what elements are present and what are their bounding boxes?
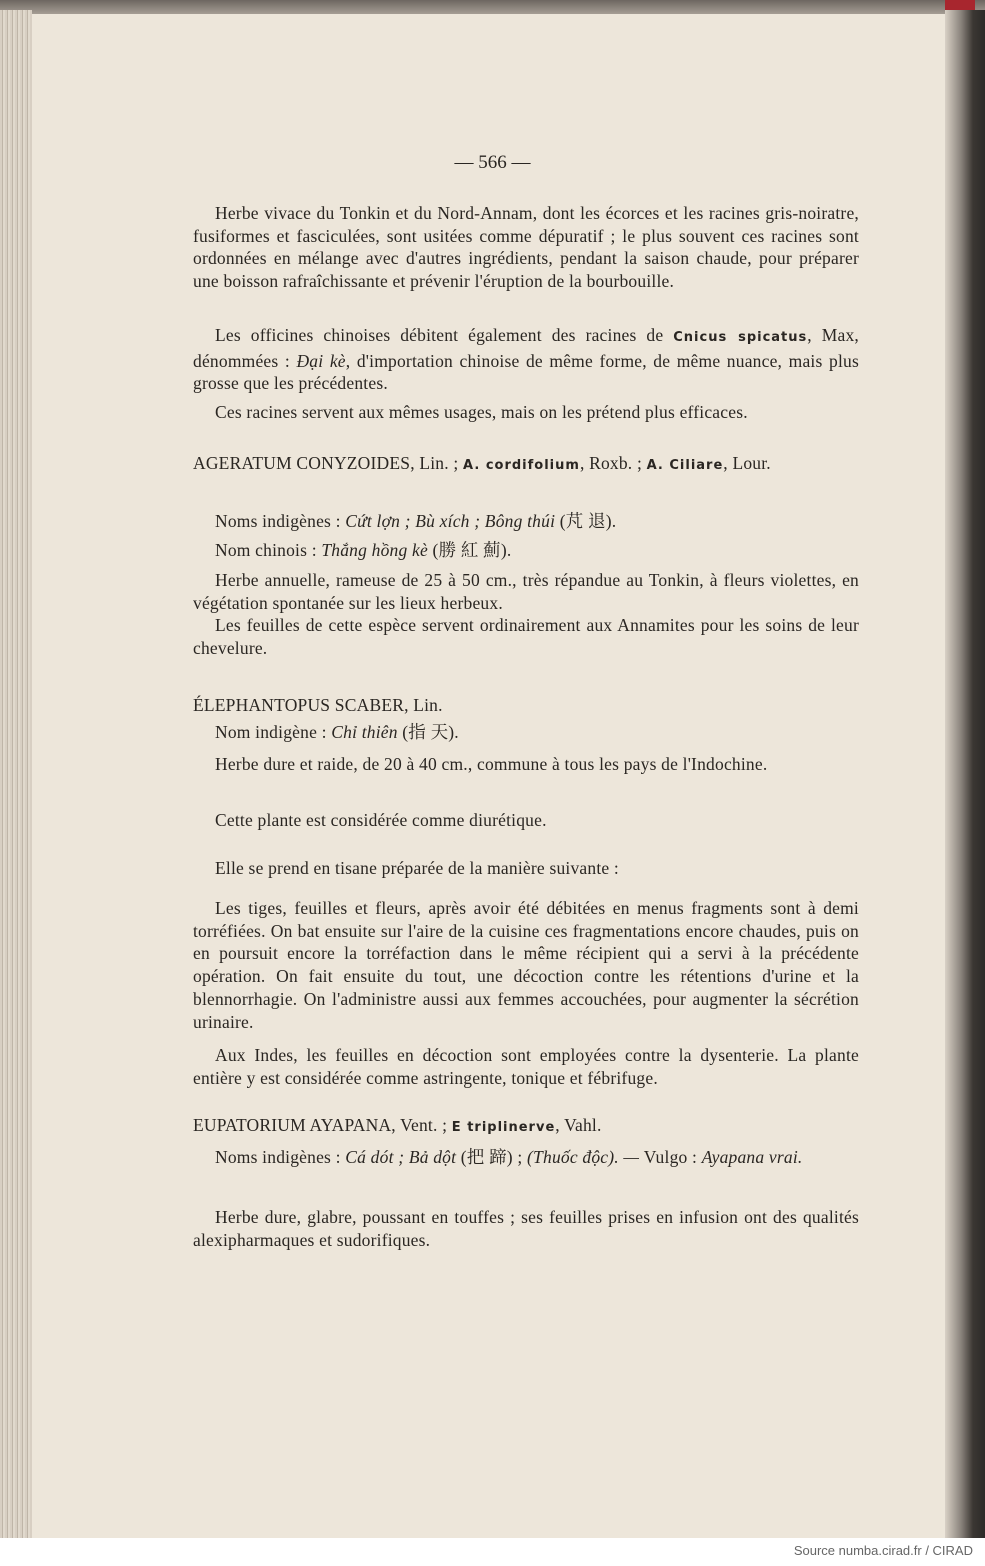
text-run: ÉLEPHANTOPUS SCABER, Lin. (193, 695, 443, 715)
book-top-edge (0, 0, 985, 14)
paragraph (193, 1206, 859, 1251)
text-run: EUPATORIUM AYAPANA, Vent. ; (193, 1115, 452, 1135)
bold-taxon: Cnicus spicatus (673, 330, 808, 345)
paragraph (193, 401, 859, 424)
paragraph (193, 614, 859, 659)
page-number: — 566 — (454, 152, 531, 173)
text-run: Aux Indes, les feuilles en décoction sont employées contre la dysenterie. La plante entière y est considérée comme astringente, tonique et fébrifuge. (193, 1045, 859, 1088)
bold-taxon: A. Ciliare (646, 458, 724, 473)
text-run: (芃 退). (555, 511, 617, 531)
text-run: (把 蹄) ; (456, 1147, 528, 1167)
text-run: Herbe annuelle, rameuse de 25 à 50 cm., très répandue au Tonkin, à fleurs violettes, en végétation spontanée sur les lieux herbeux. (193, 570, 859, 613)
text-run: Noms indigènes : (215, 1147, 346, 1167)
paragraph (193, 694, 859, 717)
italic-name: Cứt lợn ; Bù xích ; Bông thúi (345, 511, 556, 531)
text-run: , Lour. (723, 453, 771, 473)
paragraph (193, 452, 859, 478)
paragraph (193, 569, 859, 614)
book-binding-right (945, 10, 985, 1540)
paragraph (193, 324, 859, 395)
italic-name: Đại kè (296, 350, 346, 371)
source-credit: Source numba.cirad.fr / CIRAD (793, 1543, 973, 1558)
italic-name: Thắng hồng kè (321, 540, 428, 560)
paragraph (193, 721, 859, 744)
text-run: , d'importation chinoise de même forme, de même nuance, mais plus grosse que les précédentes. (193, 350, 859, 394)
text-run: , Max, dénommées : (193, 325, 860, 371)
text-run: Herbe vivace du Tonkin et du Nord-Annam, dont les écorces et les racines gris-noiratre, fusiformes et fasciculées, sont usitées comme dépuratif ; le plus souvent ces racines sont ordonnées en mélange avec d'autres ingrédients, pendant la saison chaude, pour préparer une boisson rafraîchissante et prévenir l'éruption de la bourbouille. (193, 203, 859, 292)
text-run: Cette plante est considérée comme diurétique. (215, 810, 547, 830)
italic-name: Chỉ thiên (331, 722, 398, 742)
paragraph (193, 857, 859, 880)
paragraph (193, 539, 859, 562)
paragraph (193, 1114, 859, 1140)
paragraph (193, 1044, 859, 1089)
bold-taxon: E triplinerve (451, 1120, 556, 1135)
text-run: Herbe dure, glabre, poussant en touffes ; ses feuilles prises en infusion ont des qualités alexipharmaques et sudorifiques. (193, 1207, 859, 1250)
text-run: Vulgo : (643, 1147, 702, 1167)
text-run: Herbe dure et raide, de 20 à 40 cm., commune à tous les pays de l'Indochine. (215, 754, 768, 774)
paragraph (193, 510, 859, 533)
text-run: AGERATUM CONYZOIDES, Lin. ; (193, 453, 464, 473)
text-run: , Roxb. ; (579, 453, 647, 473)
paragraph (193, 897, 859, 1033)
paragraph (193, 1146, 859, 1169)
text-run: Les feuilles de cette espèce servent ordinairement aux Annamites pour les soins de leur chevelure. (193, 615, 859, 658)
paragraph (193, 753, 859, 776)
text-run: Nom indigène : (215, 722, 332, 742)
italic-name: (Thuốc độc). — (527, 1147, 644, 1167)
page-stack-left (0, 10, 32, 1550)
text-run: (勝 紅 薊). (427, 540, 512, 560)
text-run: Noms indigènes : (215, 511, 346, 531)
paragraph (193, 202, 859, 293)
bold-taxon: A. cordifolium (463, 458, 580, 473)
text-run: Ces racines servent aux mêmes usages, mais on les prétend plus efficaces. (215, 402, 748, 422)
text-run: , Vahl. (555, 1115, 602, 1135)
paragraph (193, 809, 859, 832)
text-run: Elle se prend en tisane préparée de la manière suivante : (215, 858, 619, 878)
text-run: Nom chinois : (215, 540, 322, 560)
text-run: Les tiges, feuilles et fleurs, après avoir été débitées en menus fragments sont à demi torréfiées. On bat ensuite sur l'aire de la cuisine ces fragmentations encore chaudes, puis on en poursuit encore la torréfaction dans le même récipient qui a servi à la précédente opération. On fait ensuite du tout, une décoction contre les rétentions d'urine et la blennorrhagie. On l'administre aussi aux femmes accouchées, pour augmenter la sécrétion urinaire. (193, 898, 859, 1032)
italic-name: Cá dót ; Bả dột (345, 1147, 457, 1167)
italic-name: Ayapana vrai. (701, 1147, 803, 1167)
text-run: (指 天). (397, 722, 459, 742)
text-run: Les officines chinoises débitent également des racines de (215, 325, 674, 345)
